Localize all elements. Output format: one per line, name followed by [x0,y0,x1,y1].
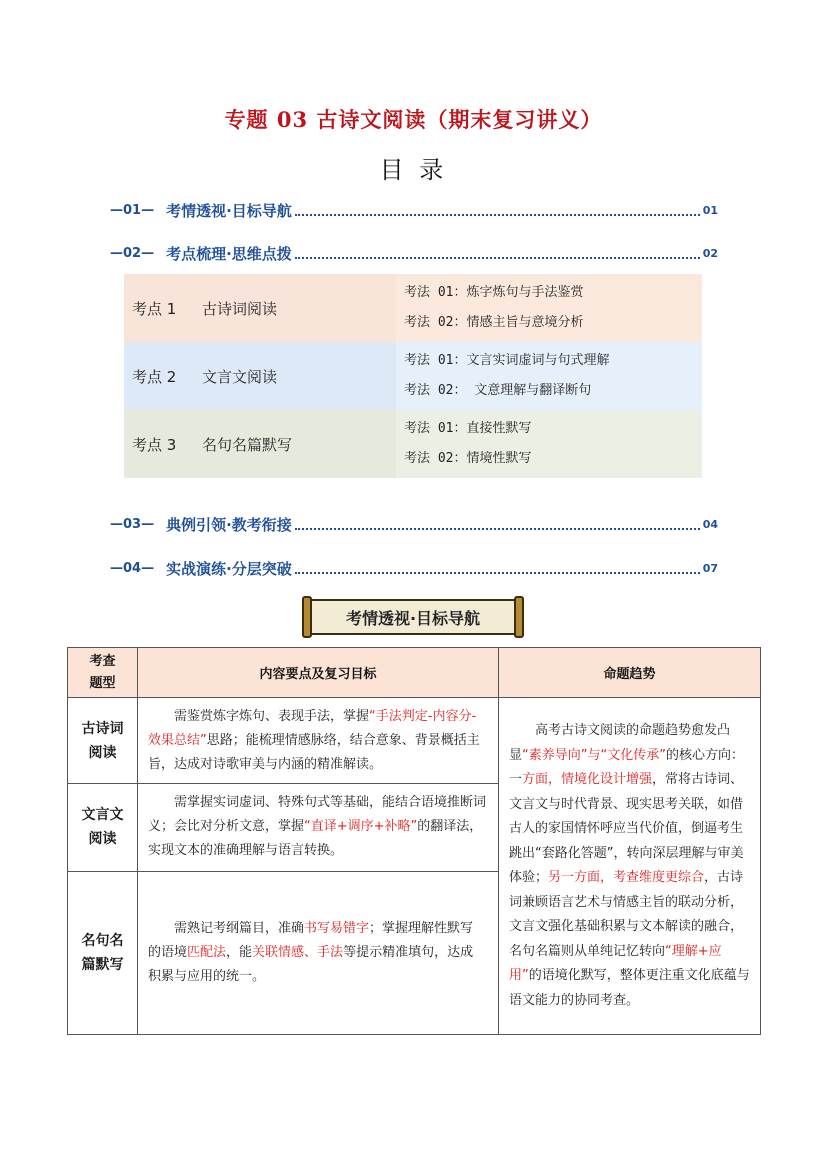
kaodian-name: 古诗词阅读 [202,299,278,318]
toc-page: 07 [702,561,718,575]
highlight-text: 匹配法 [187,944,227,960]
toc-heading: 目 录 [379,156,448,184]
toc-item-04[interactable] [110,557,718,579]
kaofa-item[interactable]: 考法 02：情境性默写 [404,451,532,466]
row-type: 名句名 篇默写 [68,871,138,1034]
highlight-text: 关联情感、手法 [252,944,344,960]
header-type: 考查 题型 [68,648,138,698]
trend-cell [499,698,761,1035]
kaofa-item[interactable]: 考法 02：情感主旨与意境分析 [404,315,584,330]
highlight-text: “手法判定-内容分-效果总结” [148,708,477,748]
row-type: 古诗词 阅读 [68,698,138,784]
toc-page: 02 [702,246,718,260]
toc-page: 01 [702,203,718,217]
header-trend: 命题趋势 [499,648,761,698]
kaodian-name: 文言文阅读 [202,367,278,386]
toc-text: 考情透视·目标导航 [166,201,292,220]
toc-item-03[interactable] [110,513,718,535]
toc-text: 考点梳理·思维点拨 [166,244,292,263]
banner-text: 考情透视·目标导航 [345,609,481,628]
body-text: 需鉴赏炼字炼句、表现手法，掌握 [174,708,370,724]
kaofa-item[interactable]: 考法 01：炼字炼句与手法鉴赏 [404,285,584,300]
body-text: ，能 [226,944,253,960]
toc-leader [295,248,700,259]
body-text: 等提示精准填句，达成积累与应用的统一。 [148,944,474,984]
toc-number: —01— [110,202,155,218]
toc-item-01[interactable] [110,199,718,221]
body-text: ；掌握理解性默写的语境 [148,920,474,960]
highlight-text: “素养导向”与“文化传承” [522,747,666,763]
toc-text: 典例引领·教考衔接 [166,515,292,534]
toc-leader [295,519,700,530]
kaodian-name: 名句名篇默写 [202,435,293,454]
toc-page: 04 [702,517,718,531]
toc-number: —03— [110,516,155,532]
body-text: 思路；能梳理情感脉络，结合意象、背景概括主旨，达成对诗歌审美与内涵的精准解读。 [148,732,480,772]
row-content [138,784,499,871]
body-text: 的语境化默写，整体更注重文化底蕴与语文能力的协同考查。 [509,968,750,1008]
toc-text: 实战演练·分层突破 [166,559,292,578]
kaodian-row [124,342,702,410]
kaodian-row [124,274,702,342]
body-text: 需掌握实词虚词、特殊句式等基础，能结合语境推断词义；会比对分析文意，掌握 [148,795,487,835]
row-content [138,871,499,1034]
document-title: 专题 03 古诗文阅读（期末复习讲义） [224,107,603,132]
toc-number: —02— [110,245,155,261]
body-text: 的核心方向：一 [509,747,744,788]
toc-item-02[interactable] [110,242,718,264]
highlight-text: “理解+应用” [509,943,722,984]
exam-analysis-table [67,647,761,1035]
toc-leader [295,205,700,216]
body-text: 的翻译法，实现文本的准确理解与语言转换。 [148,819,483,859]
body-text: 高考古诗文阅读的命题趋势愈发凸显 [509,723,731,763]
body-text: ，古诗词兼顾语言艺术与情感主旨的联动分析，文言文强化基础积累与文本解读的融合，名句名篇则从单纯记忆转向 [509,870,744,959]
kaodian-label: 考点 1 [132,299,177,318]
kaodian-row [124,410,702,478]
kaodian-label: 考点 2 [132,367,177,386]
kaodian-label: 考点 3 [132,435,177,454]
toc-leader [295,563,700,574]
highlight-text: 书写易错字 [304,920,370,936]
toc-number: —04— [110,560,155,576]
kaodian-table [124,274,702,478]
header-content: 内容要点及复习目标 [138,648,499,698]
kaofa-item[interactable]: 考法 02： 文意理解与翻译断句 [404,383,592,398]
highlight-text: 方面，情境化设计增强 [522,772,653,788]
section-banner [302,596,524,638]
row-content [138,698,499,784]
highlight-text: “直译+调序+补略” [304,819,418,835]
body-text: 需熟记考纲篇目，准确 [174,920,305,936]
kaofa-item[interactable]: 考法 01：文言实词虚词与句式理解 [404,353,610,368]
kaofa-item[interactable]: 考法 01：直接性默写 [404,421,532,436]
row-type: 文言文 阅读 [68,784,138,871]
highlight-text: 另一方面，考查维度更综合 [548,870,705,886]
body-text: ，常将古诗词、文言文与时代背景、现实思考关联，如借古人的家国情怀呼应当代价值，倒逼考生跳出“套路化答题”，转向深层理解与审美体验； [509,772,744,886]
